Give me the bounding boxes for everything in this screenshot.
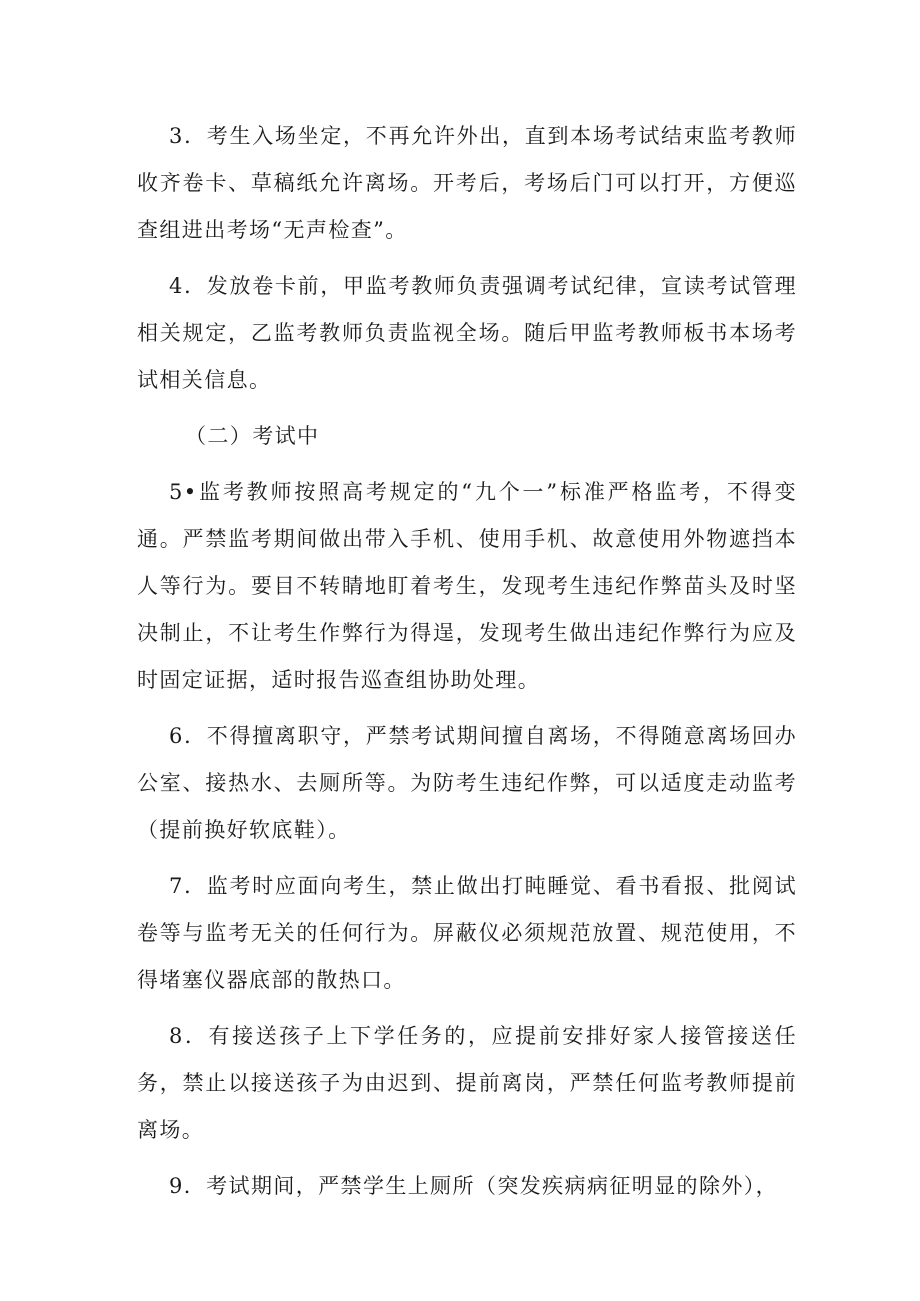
- section-heading-during-exam: （二）考试中: [185, 424, 320, 448]
- paragraph-6: 6．不得擅离职守，严禁考试期间擅自离场，不得随意离场回办公室、接热水、去厕所等。为防考生违纪作弊，可以适度走动监考（提前换好软底鞋）。: [137, 724, 797, 842]
- paragraph-5: 5•监考教师按照高考规定的“九个一”标准严格监考，不得变通。严禁监考期间做出带入手机、使用手机、故意使用外物遮挡本人等行为。要目不转睛地盯着考生，发现考生违纪作弊苗头及时坚决制止，不让考生作弊行为得逞，发现考生做出违纪作弊行为应及时固定证据，适时报告巡查组协助处理。: [137, 480, 797, 692]
- paragraph-9: 9．考试期间，严禁学生上厕所（突发疾病病征明显的除外），: [169, 1174, 779, 1198]
- paragraph-8: 8．有接送孩子上下学任务的，应提前安排好家人接管接送任务，禁止以接送孩子为由迟到、提前离岗，严禁任何监考教师提前离场。: [137, 1024, 797, 1142]
- paragraph-7: 7．监考时应面向考生，禁止做出打盹睡觉、看书看报、批阅试卷等与监考无关的任何行为。屏蔽仪必须规范放置、规范使用，不得堵塞仪器底部的散热口。: [137, 874, 797, 992]
- paragraph-4: 4．发放卷卡前，甲监考教师负责强调考试纪律，宣读考试管理相关规定，乙监考教师负责监视全场。随后甲监考教师板书本场考试相关信息。: [137, 274, 797, 392]
- document-body: [137, 113, 797, 1219]
- paragraph-3: 3．考生入场坐定，不再允许外出，直到本场考试结束监考教师收齐卷卡、草稿纸允许离场。开考后，考场后门可以打开，方便巡查组进出考场“无声检查”。: [137, 124, 797, 242]
